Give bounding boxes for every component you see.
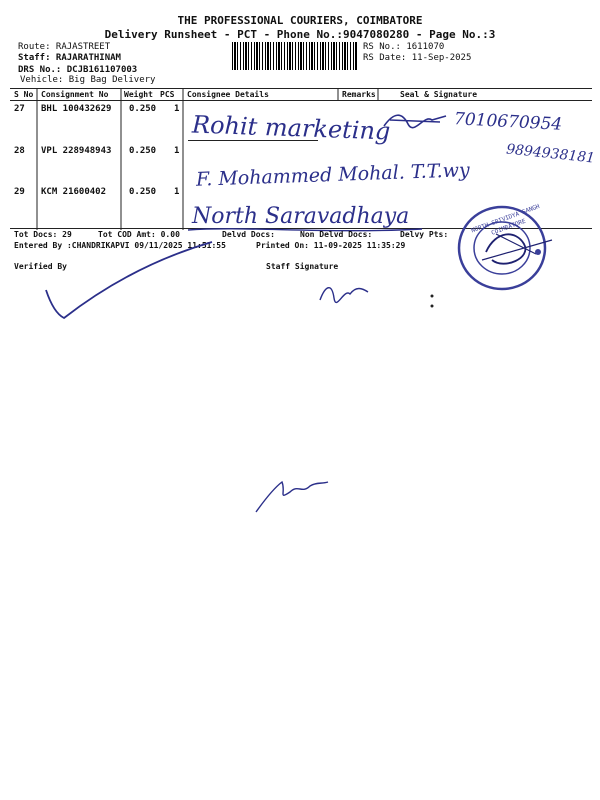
row-27-pcs: 1 — [174, 104, 180, 114]
row-28-pcs: 1 — [174, 146, 180, 156]
printed-on: Printed On: 11-09-2025 11:35:29 — [256, 241, 406, 250]
delvd-docs: Delvd Docs: — [222, 230, 275, 239]
entered-by: Entered By :CHANDRIKAPVI 09/11/2025 11:51:55 — [14, 241, 226, 250]
staff-signature-scribble — [316, 280, 376, 306]
row-27-sno: 27 — [14, 104, 25, 114]
bottom-signature-scribble — [252, 470, 332, 516]
tot-cod-amt: Tot COD Amt: 0.00 — [98, 230, 180, 239]
row-27-consignment: BHL 100432629 — [41, 104, 112, 114]
col-remarks: Remarks — [342, 90, 376, 99]
verified-tick-mark — [40, 240, 220, 324]
col-sno: S No — [14, 90, 34, 99]
row-29-pcs: 1 — [174, 187, 180, 197]
row-28-consignment: VPL 228948943 — [41, 146, 112, 156]
rs-date-label: RS Date: 11-Sep-2025 — [363, 53, 472, 63]
stamp-text: NORTH SRIVIDYA SANGH COIMBATORE — [470, 203, 541, 237]
col-weight: Weight — [124, 90, 153, 99]
row-28-sno: 28 — [14, 146, 25, 156]
verified-by-label: Verified By — [14, 262, 67, 271]
row-29-sno: 29 — [14, 187, 25, 197]
route-label: Route: RAJASTREET — [18, 42, 111, 52]
row-29-consignment: KCM 21600402 — [41, 187, 107, 197]
company-title: THE PROFESSIONAL COURIERS, COIMBATORE — [177, 14, 423, 27]
col-consignee: Consignee Details — [187, 90, 269, 99]
runsheet-subtitle: Delivery Runsheet - PCT - Phone No.:9047080280 - Page No.:3 — [104, 28, 496, 41]
dot-marks — [428, 292, 438, 316]
col-consignment: Consignment No — [41, 90, 109, 99]
non-delvd-docs: Non Delvd Docs: — [300, 230, 373, 239]
row-29-weight: 0.250 — [129, 187, 157, 197]
delvy-pts: Delvy Pts: — [400, 230, 449, 239]
vehicle-label: Vehicle: Big Bag Delivery — [20, 75, 156, 85]
tot-docs: Tot Docs: 29 — [14, 230, 72, 239]
row-29-consignee-handwriting: North Saravadhaya — [192, 204, 410, 229]
row-28-consignee-handwriting: F. Mohammed Mohal. T.T.wy — [195, 159, 471, 191]
row-27-consignee-handwriting: Rohit marketing — [191, 110, 391, 146]
barcode — [232, 42, 358, 70]
col-pcs: PCS — [160, 90, 175, 99]
row-28-weight: 0.250 — [129, 146, 157, 156]
rs-no-label: RS No.: 1611070 — [363, 42, 445, 52]
staff-signature-label: Staff Signature — [266, 262, 339, 271]
row-27-phone-handwriting: 7010670954 — [453, 109, 563, 135]
row-28-phone-handwriting: 9894938181 — [505, 141, 596, 167]
row-27-weight: 0.250 — [129, 104, 157, 114]
col-seal: Seal & Signature — [400, 90, 478, 99]
drs-no-label: DRS No.: DCJB161107003 — [18, 65, 138, 75]
row-27-signature-scribble — [380, 108, 450, 132]
staff-label: Staff: RAJARATHINAM — [18, 53, 121, 63]
